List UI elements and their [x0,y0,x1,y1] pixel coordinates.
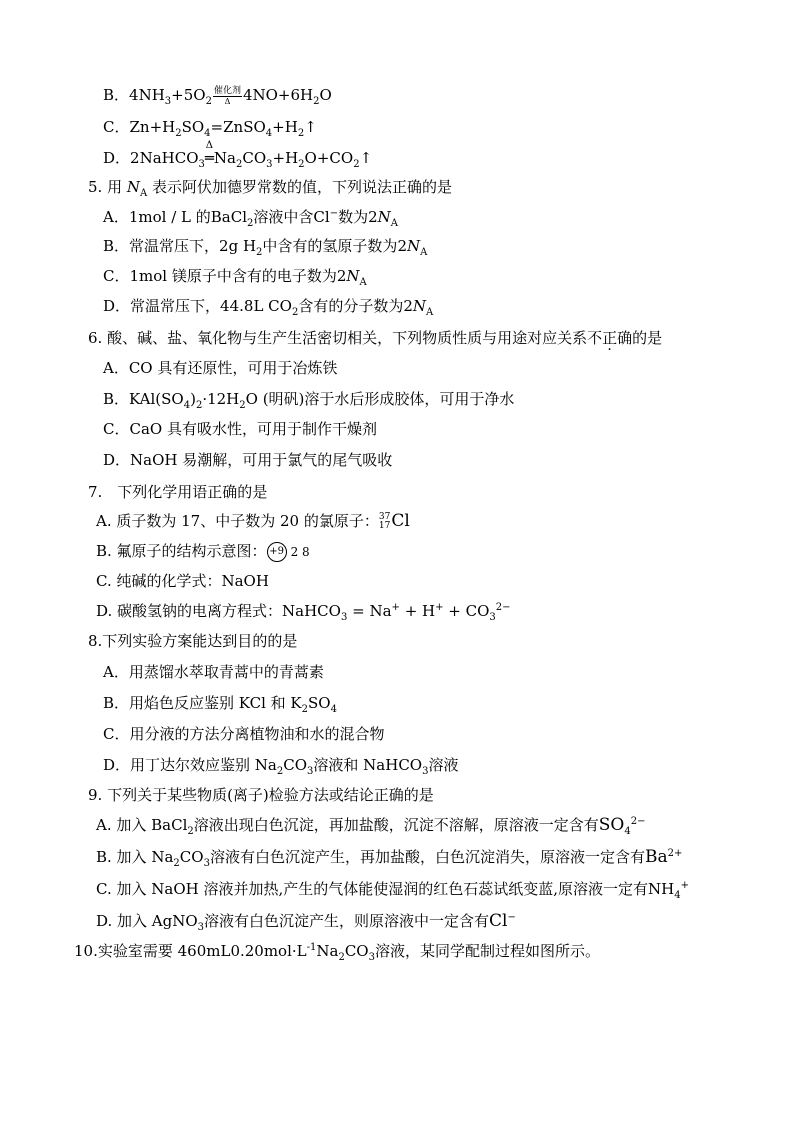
emphasis-text: 不正确 [587,329,633,347]
q7-option-a: A. 质子数为 17、中子数为 20 的氯原子： 37 17 Cl [96,511,410,531]
q7-option-b: B. 氟原子的结构示意图： +9 2 8 [96,542,310,560]
q5-option-c: C．1mol 镁原子中含有的电子数为$2N_A$ [103,267,367,288]
q8-option-a: A．用蒸馏水萃取青蒿中的青蒿素 [103,663,324,681]
q8-option-c: C．用分液的方法分离植物油和水的混合物 [103,725,385,743]
atom-nucleus: +9 [267,542,287,562]
isotope-notation: 37 17 [378,512,391,531]
q6-stem: 6. 酸、碱、盐、氧化物与生产生活密切相关，下列物质性质与用途对应关系不正确的是 [88,329,663,347]
q8-option-b: B．用焰色反应鉴别 KCl 和 $K_2SO_4$ [103,694,337,715]
q5-stem: 5. 用 $N_A$ 表示阿伏加德罗常数的值，下列说法正确的是 [88,178,453,199]
q4-option-d: D．2NaHCO$_3$ Δ $═Na_2CO_3+H_2O+CO_2↑$ [103,140,373,170]
q5-option-d: D．常温常压下，44.8L $CO_2$含有的分子数为$2N_A$ [103,297,434,318]
q6-option-d: D．NaOH 易潮解，可用于氯气的尾气吸收 [103,451,393,469]
q9-option-d: D. 加入 AgNO$_3$溶液有白色沉淀产生，则原溶液中一定含有Cl− [96,911,516,933]
q9-option-b: B. 加入 $Na_2CO_3$溶液有白色沉淀产生，再加盐酸，白色沉淀消失，原溶液一定含有$Ba^{2+}$ [96,847,683,869]
q6-option-a: A．CO 具有还原性，可用于冶炼铁 [103,359,338,377]
q7-stem: 7. 下列化学用语正确的是 [88,483,268,501]
q5-option-a: A．1mol / L 的BaCl$_2$溶液中含Cl−数为$2N_A$ [103,208,398,229]
electron-shells: 2 8 [290,545,310,559]
q9-option-a: A. 加入 BaCl$_2$溶液出现白色沉淀，再加盐酸，沉淀不溶解，原溶液一定含有$SO_4^{2-}$ [96,815,646,837]
q6-option-b: B．$KAl(SO_4)_2\cdot 12H_2O$ (明矾)溶于水后形成胶体，可用于净水 [103,390,515,411]
q7-option-c: C. 纯碱的化学式：NaOH [96,572,269,590]
q8-stem: 8.下列实验方案能达到目的的是 [88,632,298,650]
q4-option-b: B．$4NH_3+5O_2$ $\frac{\text{催化剂}}{\Delta}$ $4NO+6H_2O$ [103,86,332,107]
q7-option-d: D. 碳酸氢钠的电离方程式：NaHCO$_3$ = $Na^+ + H^+ + CO_3^{2-}$ [96,602,511,623]
q6-option-c: C．CaO 具有吸水性，可用于制作干燥剂 [103,420,377,438]
q10-stem: 10.实验室需要 $460mL0.20mol\cdot L^{-1}Na_2CO_3$溶液，某同学配制过程如图所示。 [74,942,600,963]
q9-option-c: C. 加入 NaOH 溶液并加热,产生的气体能使湿润的红色石蕊试纸变蓝,原溶液一定有$NH_4^+$ [96,880,689,901]
q9-stem: 9. 下列关于某些物质(离子)检验方法或结论正确的是 [88,786,434,804]
reaction-condition: $\frac{\text{催化剂}}{\Delta}$ [213,86,241,106]
q8-option-d: D．用丁达尔效应鉴别 $Na_2CO_3$溶液和 NaHCO$_3$溶液 [103,756,459,777]
q5-option-b: B．常温常压下，2g $H_2$中含有的氢原子数为$2N_A$ [103,237,428,258]
q4-option-c: C．$Zn+H_2SO_4=ZnSO_4+H_2↑$ [103,118,317,139]
